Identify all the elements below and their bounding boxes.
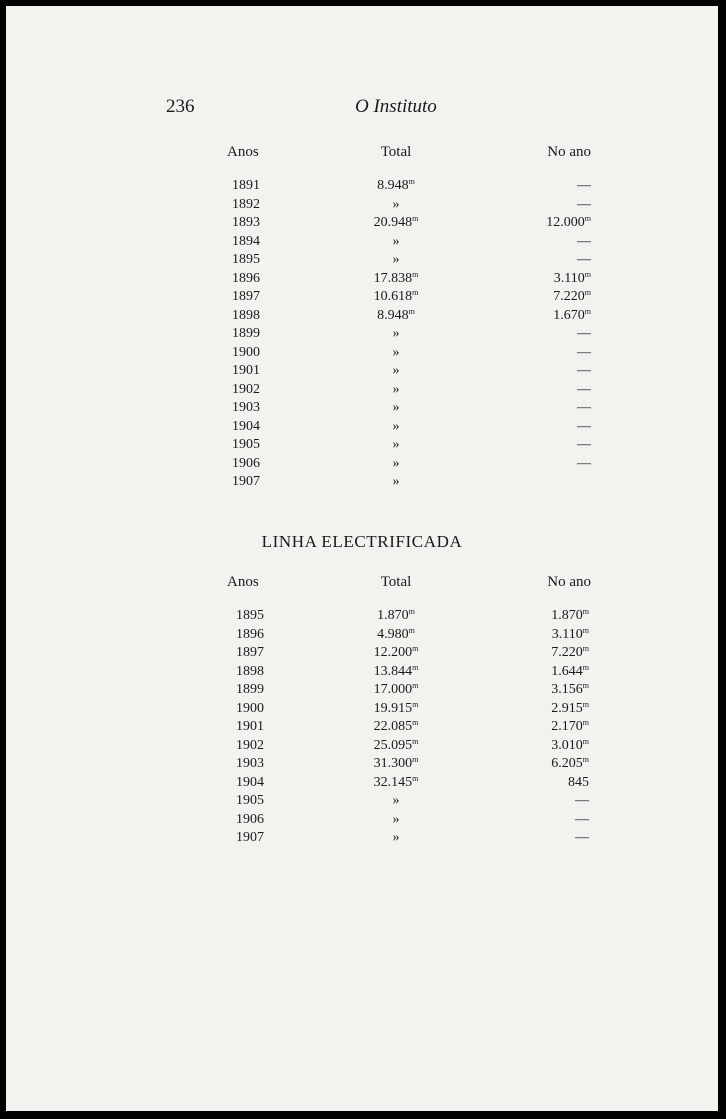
total-cell: 19.915$^m$ [373, 699, 419, 716]
year-cell: 1896 [232, 270, 260, 286]
year-cell: 1905 [232, 437, 260, 452]
unit-marker: m [412, 681, 419, 690]
column-header-total: Total [380, 573, 412, 590]
table-row [206, 644, 606, 663]
table-row [206, 681, 606, 700]
total-cell: » [392, 233, 400, 249]
year-cell: 1898 [236, 663, 264, 679]
unit-marker: m [582, 662, 589, 672]
total-cell: 25.095$^m$ [373, 736, 419, 753]
table-row [206, 700, 606, 719]
table-row [206, 214, 606, 233]
table-row [206, 626, 606, 645]
unit-marker: m [412, 644, 419, 653]
annual-cell: — [577, 252, 591, 267]
total-cell: » [392, 455, 400, 471]
total-cell: 1.870$^m$ [377, 607, 415, 623]
table-row [206, 663, 606, 682]
scanned-page [6, 6, 718, 1111]
annual-cell: 3.110$^m$ [551, 625, 589, 642]
total-cell: » [392, 400, 400, 415]
year-cell: 1893 [232, 215, 260, 230]
year-cell: 1902 [232, 381, 260, 397]
total-cell: » [392, 811, 400, 827]
total-cell: 10.618$^m$ [373, 288, 419, 304]
annual-cell: — [577, 437, 591, 452]
total-cell: » [392, 196, 400, 212]
annual-cell: 7.220$^m$ [551, 644, 589, 660]
unit-marker: m [582, 681, 589, 690]
total-cell: 32.145$^m$ [373, 773, 419, 790]
unit-marker: m [584, 269, 591, 279]
year-cell: 1907 [236, 830, 264, 845]
table-row [206, 436, 606, 455]
unit-marker: m [408, 306, 415, 316]
total-cell: 17.000$^m$ [373, 681, 419, 697]
column-header-total: Total [380, 143, 412, 160]
annual-cell: — [575, 830, 589, 845]
total-cell: » [392, 381, 400, 397]
table-row [206, 399, 606, 418]
table-row [206, 344, 606, 363]
annual-cell: 6.205$^m$ [551, 755, 589, 771]
total-cell: 22.085$^m$ [373, 718, 419, 734]
unit-marker: m [412, 736, 419, 746]
table-row [206, 288, 606, 307]
total-cell: 4.980$^m$ [377, 625, 415, 642]
total-cell: » [392, 437, 400, 452]
year-cell: 1896 [236, 626, 264, 642]
year-cell: 1901 [236, 719, 264, 734]
year-cell: 1895 [236, 608, 264, 623]
year-cell: 1907 [232, 474, 260, 489]
annual-cell: — [575, 793, 589, 808]
annual-cell: 3.010$^m$ [551, 736, 589, 753]
year-cell: 1904 [236, 774, 264, 790]
unit-marker: m [408, 177, 415, 186]
unit-marker: m [412, 755, 419, 764]
spacer-cell [206, 164, 606, 177]
annual-cell [476, 473, 606, 492]
annual-cell: — [577, 455, 591, 471]
table-row [206, 811, 606, 830]
table-row [206, 718, 606, 737]
year-cell: 1892 [232, 196, 260, 212]
year-cell: 1903 [236, 756, 264, 771]
unit-marker: m [582, 699, 589, 709]
table-row [206, 607, 606, 626]
unit-marker: m [584, 288, 591, 297]
annual-cell: 2.915$^m$ [551, 699, 589, 716]
year-cell: 1906 [232, 455, 260, 471]
total-cell: » [392, 326, 400, 341]
unit-marker: m [582, 644, 589, 653]
annual-cell: — [577, 196, 591, 212]
total-cell: » [392, 252, 400, 267]
total-cell: 17.838$^m$ [373, 269, 419, 286]
page-number: 236 [166, 96, 195, 117]
unit-marker: m [412, 269, 419, 279]
year-cell: 1897 [232, 289, 260, 304]
table-row [206, 233, 606, 252]
annual-cell: 845 [568, 774, 589, 790]
annual-cell: 12.000$^m$ [546, 214, 591, 230]
year-cell: 1895 [232, 252, 260, 267]
annual-cell: 1.670$^m$ [553, 306, 591, 323]
unit-marker: m [582, 736, 589, 746]
table-row [206, 737, 606, 756]
column-header-annual: No ano [547, 573, 591, 590]
year-cell: 1894 [232, 233, 260, 249]
year-cell: 1897 [236, 645, 264, 660]
total-cell: » [392, 474, 400, 489]
unit-marker: m [412, 662, 419, 672]
page-header [6, 96, 718, 126]
total-cell: » [392, 793, 400, 808]
unit-marker: m [582, 607, 589, 616]
table-header-row [206, 570, 606, 594]
table-row [206, 196, 606, 215]
unit-marker: m [412, 773, 419, 783]
annual-cell: — [577, 344, 591, 360]
unit-marker: m [582, 718, 589, 727]
total-cell: » [392, 344, 400, 360]
unit-marker: m [582, 755, 589, 764]
table-row [206, 829, 606, 848]
section-heading: LINHA ELECTRIFICADA [261, 532, 463, 551]
unit-marker: m [412, 718, 419, 727]
unit-marker: m [584, 214, 591, 223]
year-cell: 1904 [232, 418, 260, 434]
annual-cell: — [577, 400, 591, 415]
table-row [206, 774, 606, 793]
total-cell: » [392, 363, 400, 378]
column-header-years: Anos [227, 143, 259, 160]
annual-cell: — [577, 363, 591, 378]
table-total-length [206, 140, 606, 492]
table-row [206, 381, 606, 400]
total-cell: » [392, 830, 400, 845]
total-cell: 8.948$^m$ [377, 177, 415, 193]
unit-marker: m [408, 625, 415, 635]
annual-cell: 2.170$^m$ [551, 718, 589, 734]
table-row [206, 362, 606, 381]
year-cell: 1900 [236, 700, 264, 716]
year-cell: 1899 [236, 682, 264, 697]
table-body [206, 594, 606, 848]
year-cell: 1898 [232, 307, 260, 323]
annual-cell: — [577, 326, 591, 341]
table-body [206, 164, 606, 492]
table-row [206, 251, 606, 270]
column-header-annual: No ano [547, 143, 591, 160]
total-cell: 20.948$^m$ [373, 214, 419, 230]
annual-cell: 7.220$^m$ [553, 288, 591, 304]
spacer-cell [206, 594, 606, 607]
year-cell: 1891 [232, 178, 260, 193]
year-cell: 1902 [236, 737, 264, 753]
unit-marker: m [584, 306, 591, 316]
year-cell: 1899 [232, 326, 260, 341]
annual-cell: — [577, 178, 591, 193]
table-row [206, 473, 606, 492]
table-electrified-line [206, 570, 606, 848]
annual-cell: 3.156$^m$ [551, 681, 589, 697]
unit-marker: m [408, 607, 415, 616]
table-row [206, 455, 606, 474]
total-cell: 12.200$^m$ [373, 644, 419, 660]
unit-marker: m [582, 625, 589, 635]
year-cell: 1900 [232, 344, 260, 360]
table-row [206, 755, 606, 774]
annual-cell: 1.644$^m$ [551, 662, 589, 679]
unit-marker: m [412, 288, 419, 297]
year-cell: 1906 [236, 811, 264, 827]
table-row [206, 270, 606, 289]
year-cell: 1903 [232, 400, 260, 415]
column-header-years: Anos [227, 573, 259, 590]
table-header-row [206, 140, 606, 164]
unit-marker: m [412, 214, 419, 223]
total-cell: 13.844$^m$ [373, 662, 419, 679]
annual-cell: 1.870$^m$ [551, 607, 589, 623]
table-row [206, 177, 606, 196]
table-row [206, 307, 606, 326]
total-cell: 31.300$^m$ [373, 755, 419, 771]
annual-cell: — [577, 233, 591, 249]
annual-cell: 3.110$^m$ [553, 269, 591, 286]
table-row [206, 418, 606, 437]
header-spacer [206, 594, 606, 607]
total-cell: » [392, 418, 400, 434]
annual-cell: — [577, 418, 591, 434]
annual-cell: — [577, 381, 591, 397]
year-cell: 1905 [236, 793, 264, 808]
table-row [206, 792, 606, 811]
header-spacer [206, 164, 606, 177]
total-cell: 8.948$^m$ [377, 306, 415, 323]
table-row [206, 325, 606, 344]
year-cell: 1901 [232, 363, 260, 378]
annual-cell: — [575, 811, 589, 827]
unit-marker: m [412, 699, 419, 709]
running-title: O Instituto [355, 96, 437, 117]
